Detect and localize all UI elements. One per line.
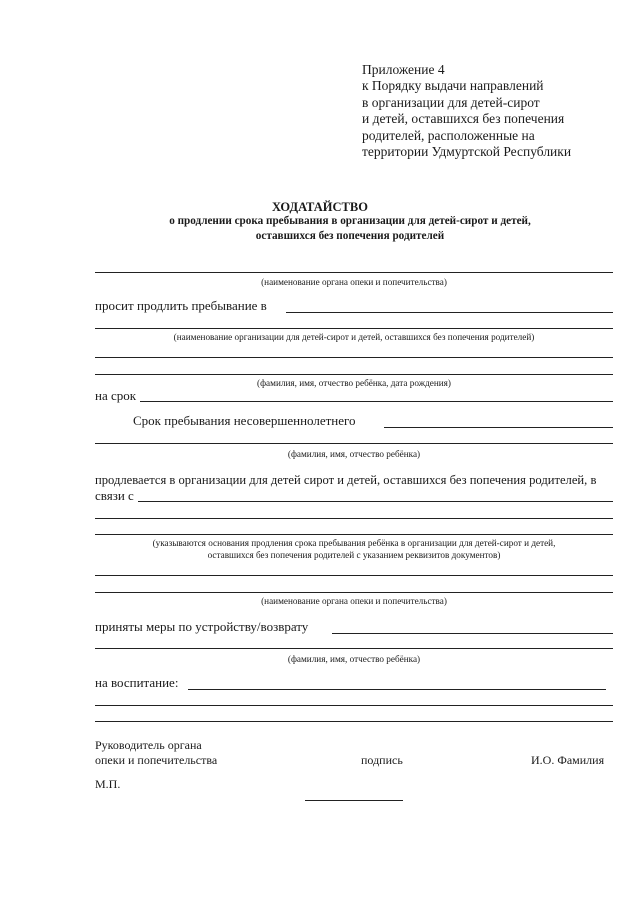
label-for-upbringing: на воспитание: xyxy=(95,675,179,690)
caption-child-fio-2: (фамилия, имя, отчество ребёнка) xyxy=(287,654,421,664)
label-term-of-minor: Срок пребывания несовершеннолетнего xyxy=(133,413,356,428)
signature-label: подпись xyxy=(361,753,403,767)
label-extended-line1: продлевается в организации для детей сирот и детей, оставшихся без попечения родителей, в xyxy=(95,473,597,487)
appendix-line: к Порядку выдачи направлений xyxy=(362,78,544,94)
organization-field[interactable] xyxy=(286,312,613,313)
guardianship-body-field-3[interactable] xyxy=(95,592,613,593)
label-measures-taken: приняты меры по устройству/возврату xyxy=(95,619,309,634)
caption-organization: (наименование организации для детей-сирот и детей, оставшихся без попечения родителей) xyxy=(173,332,535,342)
caption-grounds-line2: оставшихся без попечения родителей с указанием реквизитов документов) xyxy=(207,550,501,560)
guardianship-body-field[interactable] xyxy=(95,272,613,273)
child-fio-field-1[interactable] xyxy=(95,357,613,358)
upbringing-field-3[interactable] xyxy=(95,721,613,722)
subtitle-line: оставшихся без попечения родителей xyxy=(255,230,445,242)
document-subtitle xyxy=(60,214,640,244)
reason-field[interactable] xyxy=(138,501,613,502)
label-for-term: на срок xyxy=(95,388,137,403)
appendix-line: в организации для детей-сирот xyxy=(362,94,540,110)
caption-guardianship-body: (наименование органа опеки и попечительства) xyxy=(261,277,447,287)
head-title-line2: опеки и попечительства xyxy=(95,753,218,767)
organization-field-continued[interactable] xyxy=(95,328,613,329)
appendix-header xyxy=(362,62,571,160)
caption-child-fio-birth: (фамилия, имя, отчество ребёнка, дата рождения) xyxy=(257,378,451,388)
upbringing-field[interactable] xyxy=(188,689,606,690)
label-extended-line2: связи с xyxy=(95,488,134,503)
reason-field-3[interactable] xyxy=(95,534,613,535)
term-field[interactable] xyxy=(140,401,613,402)
appendix-line: территории Удмуртской Республики xyxy=(362,144,572,160)
minor-field[interactable] xyxy=(384,427,613,428)
subtitle-line: о продлении срока пребывания в организации для детей-сирот и детей, xyxy=(169,215,531,227)
appendix-line: и детей, оставшихся без попечения xyxy=(362,111,565,127)
label-asks-extend: просит продлить пребывание в xyxy=(95,298,267,313)
guardianship-body-field-2[interactable] xyxy=(95,575,613,576)
caption-grounds-line1: (указываются основания продления срока пребывания ребёнка в организации для детей-сирот и детей, xyxy=(152,538,556,548)
caption-child-fio: (фамилия, имя, отчество ребёнка) xyxy=(287,449,421,459)
measures-field-continued[interactable] xyxy=(95,648,613,649)
signature-field[interactable] xyxy=(305,800,403,801)
stamp-label: М.П. xyxy=(95,777,121,791)
caption-guardianship-body-2: (наименование органа опеки и попечительства) xyxy=(261,596,447,606)
appendix-line: Приложение 4 xyxy=(362,62,445,77)
document-title: ХОДАТАЙСТВО xyxy=(272,200,368,214)
head-title-line1: Руководитель органа xyxy=(95,738,202,752)
name-label: И.О. Фамилия xyxy=(531,753,605,767)
child-fio-field-2[interactable] xyxy=(95,374,613,375)
measures-field[interactable] xyxy=(332,633,613,634)
minor-field-continued[interactable] xyxy=(95,443,613,444)
reason-field-2[interactable] xyxy=(95,518,613,519)
upbringing-field-2[interactable] xyxy=(95,705,613,706)
appendix-line: родителей, расположенные на xyxy=(362,127,535,143)
